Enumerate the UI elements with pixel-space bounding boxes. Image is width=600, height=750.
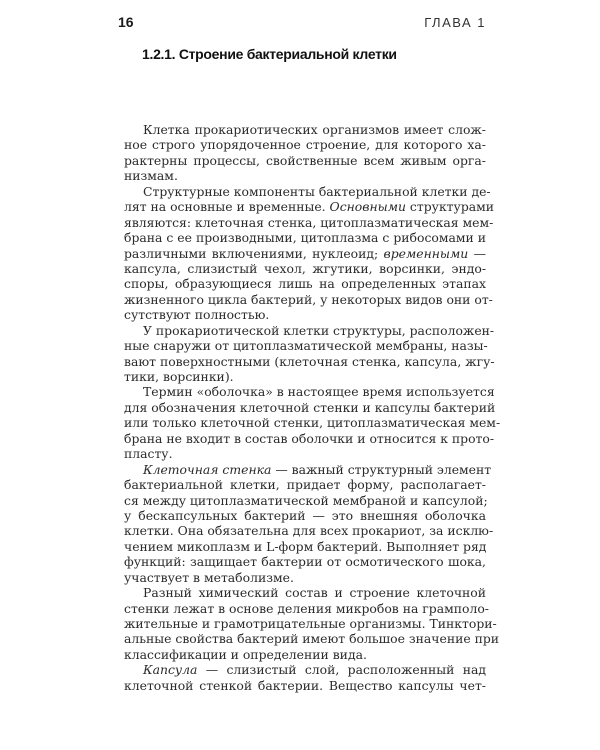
- text-line: [124, 678, 486, 693]
- text-segment: вают поверхностными (клеточная стенка, капсула, жгу-: [124, 353, 495, 369]
- text-segment: функций: защищает бактерии от осмотического шока,: [124, 554, 486, 570]
- text-segment: сутствуют полностью.: [124, 307, 270, 323]
- text-segment: альные свойства бактерий имеют большое значение при: [124, 631, 500, 647]
- text-segment: низмам.: [124, 168, 178, 184]
- italic-term: Основными: [329, 199, 406, 215]
- paragraph: [124, 461, 494, 586]
- text-line: [124, 230, 486, 245]
- text-segment: Структурные компоненты бактериальной клетки де-: [143, 183, 491, 199]
- text-line: [124, 384, 495, 400]
- text-segment: ное строго упорядоченное строение, для которого ха-: [124, 137, 486, 153]
- text-segment: для обозначения клеточной стенки и капсулы бактерий: [124, 399, 496, 415]
- text-segment: брана с ее производными, цитоплазма с рибосомами и: [124, 230, 486, 246]
- text-line: [124, 399, 496, 415]
- text-line: [124, 415, 501, 431]
- text-line: [124, 523, 494, 539]
- paragraph: [124, 585, 500, 662]
- text-line: [124, 647, 486, 662]
- text-segment: — слизистый слой, расположенный над: [197, 662, 486, 678]
- italic-term: Клеточная стенка: [143, 461, 272, 477]
- text-segment: Клетка прокариотических организмов имеет слож-: [143, 122, 486, 137]
- text-line: [124, 291, 493, 307]
- text-segment: у бескапсульных бактерий — это внешняя оболочка: [124, 507, 486, 523]
- text-line: [124, 477, 486, 492]
- text-segment: различными включениями, нуклеоид;: [124, 245, 384, 261]
- text-line: [124, 446, 486, 461]
- text-segment: Термин «оболочка» в настоящее время используется: [143, 384, 495, 400]
- text-line: [124, 570, 486, 585]
- text-segment: или только клеточной стенки, цитоплазматическая мем-: [124, 415, 501, 431]
- text-segment: тики, ворсинки).: [124, 369, 234, 384]
- text-line: [124, 199, 495, 215]
- italic-term: Капсула: [143, 662, 198, 678]
- text-segment: пласту.: [124, 446, 173, 462]
- text-line: [124, 662, 486, 677]
- text-line: [124, 183, 491, 199]
- text-segment: жительные и грамотрицательные организмы. Тинктори-: [124, 616, 497, 631]
- paragraph: [124, 662, 486, 693]
- text-segment: чением микоплазм и L-форм бактерий. Выполняет ряд: [124, 538, 487, 554]
- text-segment: лят на основные и временные.: [124, 199, 330, 215]
- text-line: [124, 276, 486, 291]
- text-line: [124, 261, 486, 276]
- section-title: 1.2.1. Строение бактериальной клетки: [142, 46, 397, 62]
- text-line: [124, 430, 495, 446]
- page-number: 16: [118, 14, 134, 30]
- text-segment: жизненного цикла бактерий, у некоторых видов они от-: [124, 291, 493, 307]
- text-segment: У прокариотической клетки структуры, расположен-: [143, 322, 495, 338]
- text-line: [124, 554, 486, 569]
- text-line: [124, 631, 500, 647]
- text-line: [124, 307, 486, 322]
- text-line: [124, 137, 486, 152]
- running-header-chapter: ГЛАВА 1: [424, 15, 486, 30]
- italic-term: временными: [383, 245, 469, 261]
- text-segment: клетки. Она обязательна для всех прокариот, за исклю-: [124, 523, 494, 539]
- text-segment: капсула, слизистый чехол, жгутики, ворсинки, эндо-: [124, 260, 486, 276]
- text-line: [124, 153, 486, 168]
- text-segment: стенки лежат в основе деления микробов на грамполо-: [124, 600, 489, 616]
- paragraph: [124, 183, 495, 323]
- text-line: [124, 246, 486, 261]
- text-segment: являются: клеточная стенка, цитоплазматическая мем-: [124, 214, 494, 230]
- text-segment: ные снаружи от цитоплазматической мембраны, назы-: [124, 338, 488, 354]
- text-line: [124, 616, 497, 631]
- text-segment: ся между цитоплазматической мембраной и капсулой;: [124, 492, 488, 508]
- text-segment: участвует в метаболизме.: [124, 569, 294, 585]
- text-line: [124, 585, 486, 600]
- text-line: [124, 508, 486, 523]
- text-segment: бактериальной клетки, придает форму, располагает-: [124, 477, 486, 493]
- text-line: [124, 539, 486, 554]
- text-line: [124, 168, 486, 183]
- text-line: [124, 214, 494, 230]
- text-segment: классификации и определении вида.: [124, 646, 367, 662]
- text-line: [124, 322, 495, 338]
- text-segment: споры, образующиеся лишь на определенных этапах: [124, 276, 486, 292]
- text-segment: клеточной стенкой бактерии. Вещество капсулы чет-: [124, 677, 486, 693]
- paragraph: [124, 384, 501, 462]
- text-line: [124, 493, 486, 508]
- paragraph: [124, 322, 495, 385]
- text-line: [124, 461, 492, 477]
- text-segment: Разный химический состав и строение клеточной: [143, 585, 486, 601]
- text-segment: —: [468, 245, 486, 261]
- text-segment: рактерны процессы, свойственные всем живым орга-: [124, 152, 486, 168]
- text-segment: — важный структурный элемент: [271, 461, 492, 477]
- text-line: [124, 369, 486, 384]
- text-line: [124, 353, 495, 369]
- text-segment: брана не входит в состав оболочки и относится к прото-: [124, 430, 495, 446]
- paragraph: [124, 122, 486, 184]
- text-line: [124, 600, 489, 616]
- text-line: [124, 122, 486, 137]
- body-text: [124, 122, 501, 693]
- text-segment: структурами: [405, 199, 495, 215]
- text-line: [124, 338, 486, 353]
